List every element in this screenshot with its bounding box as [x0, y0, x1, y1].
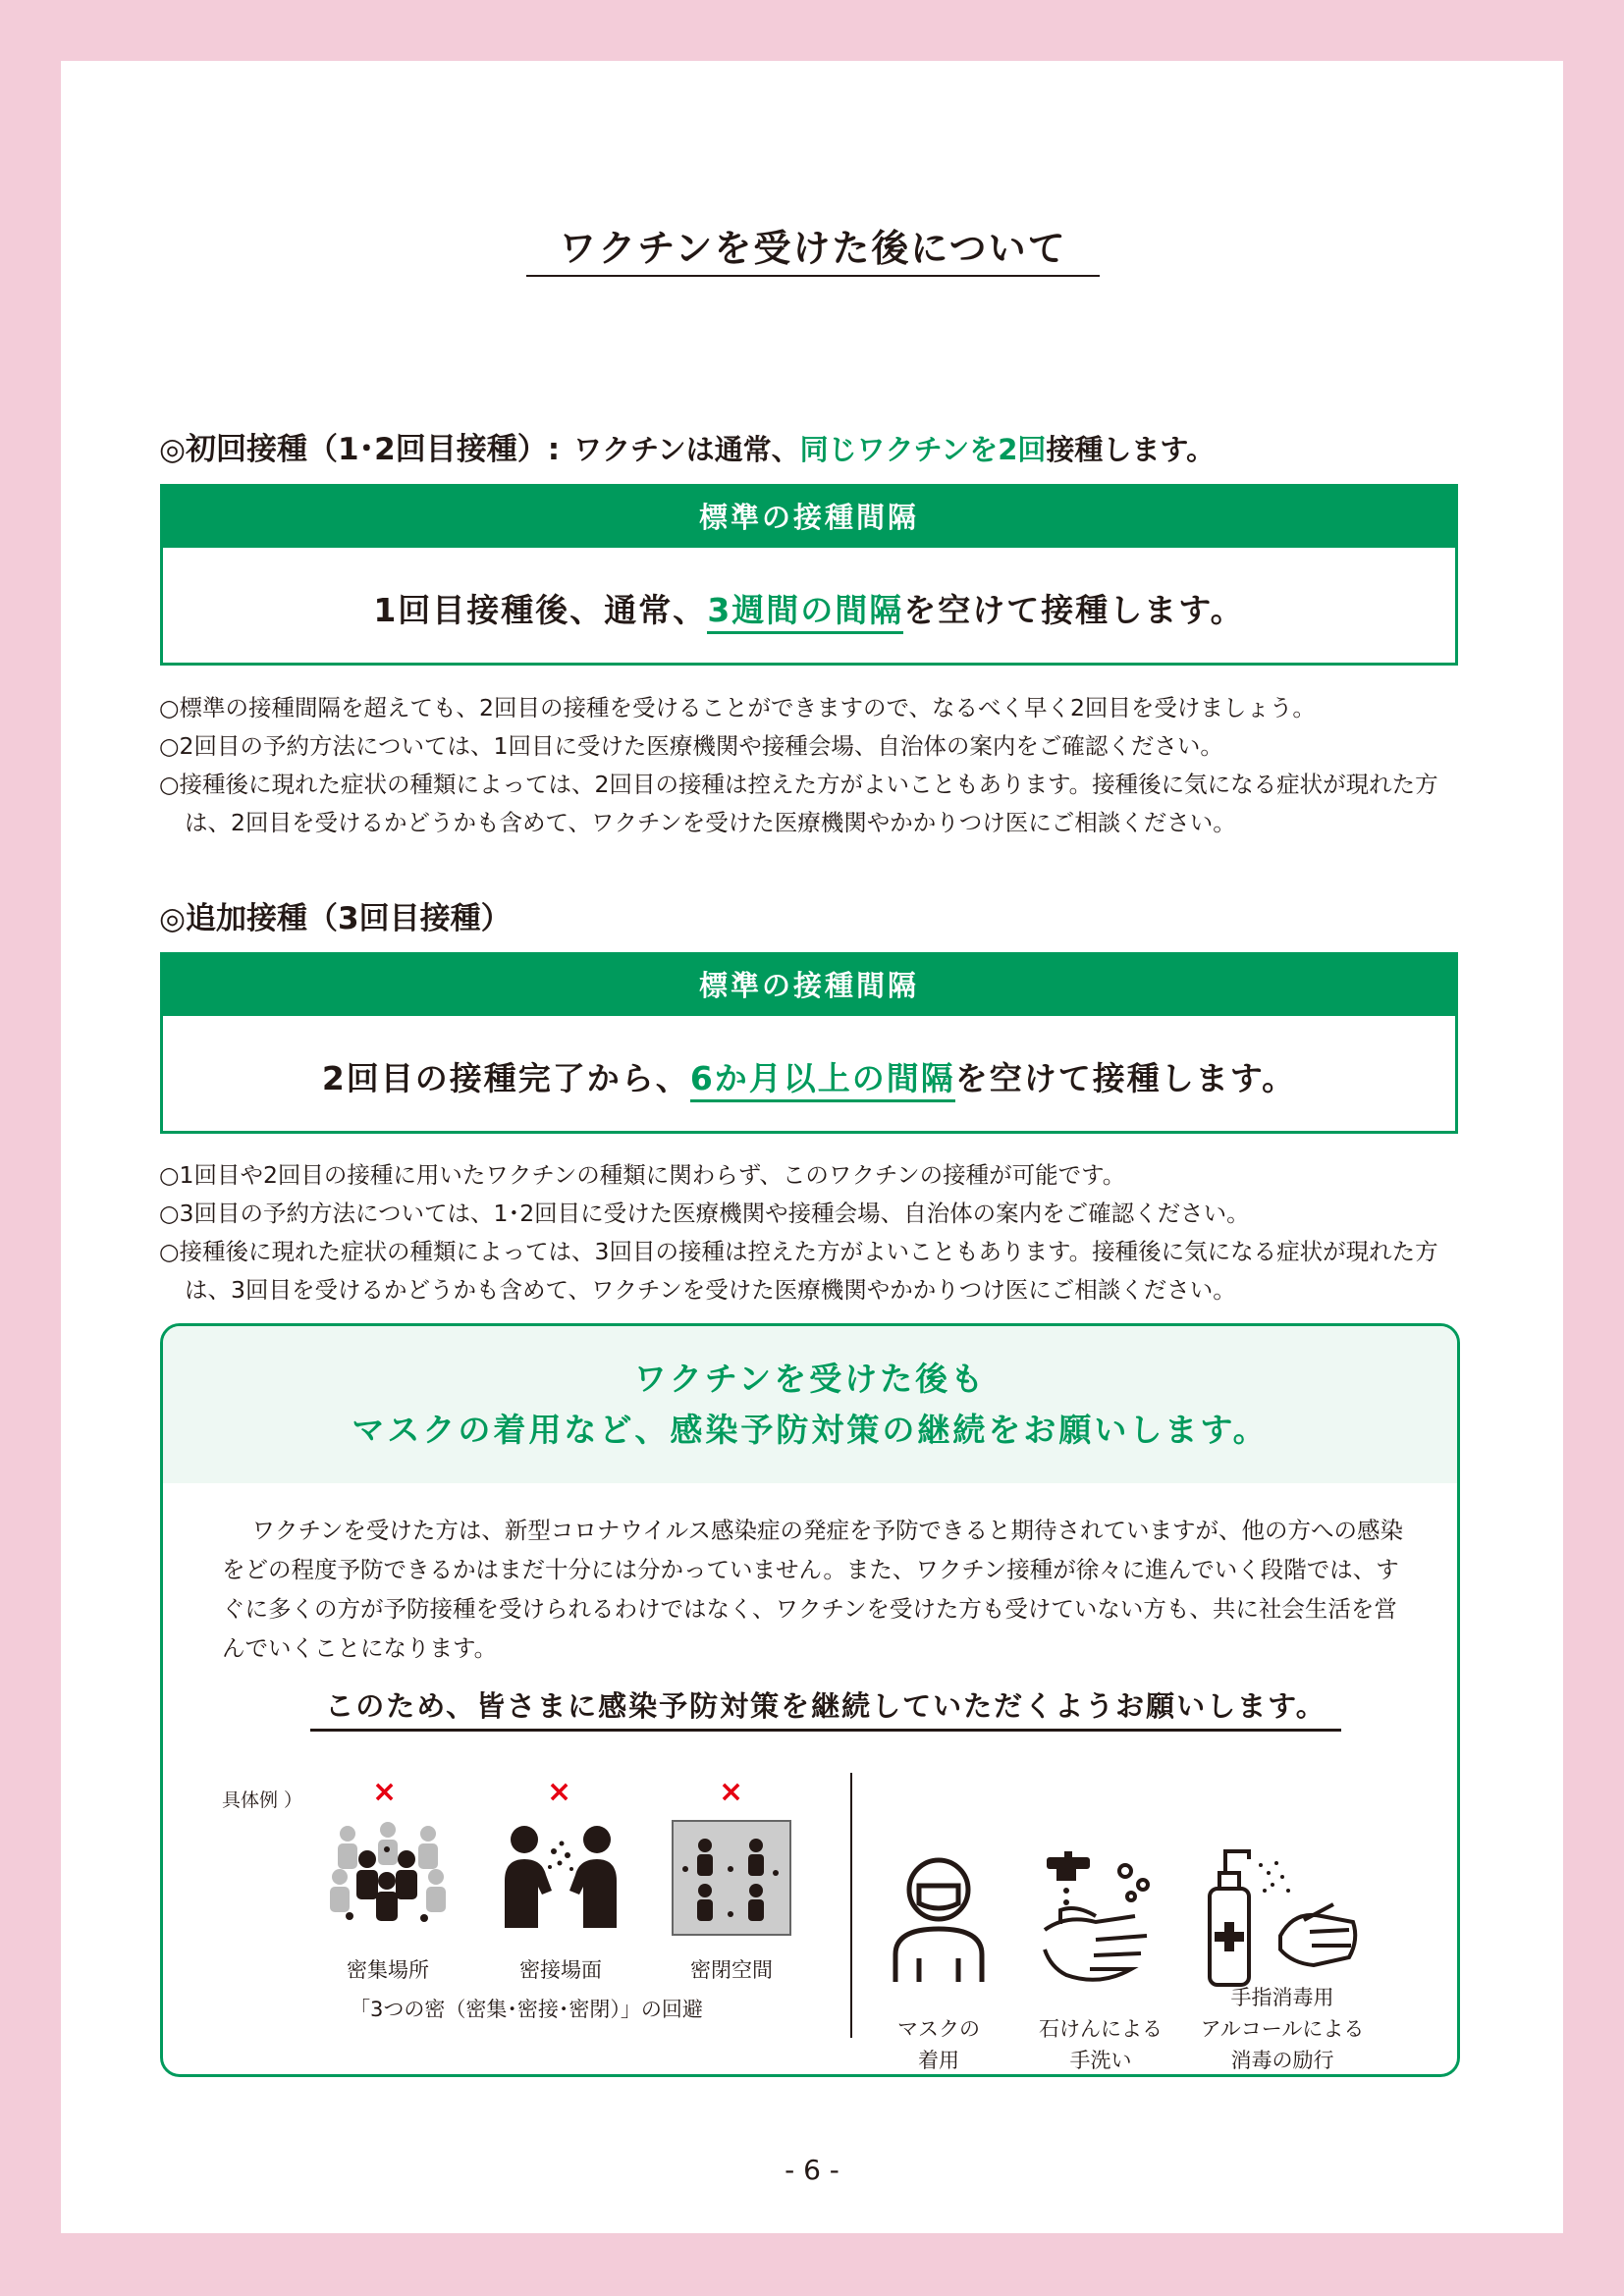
- section1-heading-text: ◎初回接種（1･2回目接種）:: [159, 432, 561, 467]
- do-label-sanitizer: 手指消毒用 アルコールによる 消毒の励行: [1200, 1986, 1365, 2072]
- section1-box-body: 1回目接種後、通常、3週間の間隔を空けて接種します。: [163, 548, 1455, 631]
- note: ○接種後に現れた症状の種類によっては、2回目の接種は控えた方がよいこともあります。接種後に気になる症状が現れた方は、2回目を受けるかどうかも含めて、ワクチンを受けた医療機関やかかりつけ医にご相談ください。: [159, 771, 1438, 836]
- panel-divider: [850, 1773, 852, 2038]
- example-label: 具体例 ）: [222, 1789, 303, 1811]
- section2-interval-box: [160, 952, 1458, 1134]
- section2-heading: ◎追加接種（3回目接種）: [159, 901, 512, 936]
- note: ○接種後に現れた症状の種類によっては、3回目の接種は控えた方がよいこともあります。接種後に気になる症状が現れた方は、3回目を受けるかどうかも含めて、ワクチンを受けた医療機関やかかりつけ医にご相談ください。: [159, 1238, 1438, 1304]
- prevention-panel: [160, 1323, 1460, 2077]
- panel-header: [163, 1326, 1457, 1483]
- do-label-handwash: 石けんによる 手洗い: [1039, 2017, 1163, 2072]
- panel-body: [222, 1511, 1420, 1668]
- section1-heading: [159, 424, 1215, 468]
- avoid-caption: 「3つの密（密集･密接･密閉）」の回避: [350, 1998, 703, 2021]
- panel-header-line2: マスクの着用など、感染予防対策の継続をお願いします。: [352, 1411, 1269, 1449]
- note: ○3回目の予約方法については、1･2回目に受けた医療機関や接種会場、自治体の案内をご確認ください。: [159, 1200, 1250, 1227]
- note: ○標準の接種間隔を超えても、2回目の接種を受けることができますので、なるべく早く2回目を受けましょう。: [159, 694, 1316, 721]
- closed-space-icon: [672, 1820, 791, 1936]
- section2-notes: [159, 1156, 1475, 1309]
- page-title: ワクチンを受けた後について: [559, 227, 1067, 270]
- avoid-label-closed: 密閉空間: [690, 1958, 773, 1982]
- section2-box-header: 標準の接種間隔: [163, 955, 1455, 1016]
- avoid-label-contact: 密接場面: [519, 1958, 602, 1982]
- x-mark-icon: ×: [547, 1775, 572, 1809]
- section1-notes: [159, 689, 1475, 842]
- mask-icon: [890, 1856, 988, 1984]
- request-underline: [310, 1729, 1341, 1732]
- close-contact-icon: [503, 1822, 619, 1928]
- page-number: - 6 -: [785, 2154, 839, 2186]
- crowd-icon: [328, 1820, 448, 1928]
- section1-box-header: 標準の接種間隔: [163, 487, 1455, 548]
- note: ○1回目や2回目の接種に用いたワクチンの種類に関わらず、このワクチンの接種が可能です。: [159, 1161, 1126, 1189]
- x-mark-icon: ×: [372, 1775, 398, 1809]
- title-underline: [526, 275, 1100, 277]
- panel-body-text: ワクチンを受けた方は、新型コロナウイルス感染症の発症を予防できると期待されていますが、他の方への感染をどの程度予防できるかはまだ十分には分かっていません。また、ワクチン接種が徐々に進んでいく段階では、すぐに多くの方が予防接種を受けられるわけではなく、ワクチンを受けた方も受けていない方も、共に社会生活を営んでいくことになります。: [222, 1517, 1403, 1662]
- section1-interval-box: [160, 484, 1458, 666]
- page: [61, 61, 1563, 2233]
- panel-header-line1: ワクチンを受けた後も: [633, 1360, 987, 1398]
- sanitizer-icon: [1206, 1842, 1363, 1989]
- handwash-icon: [1037, 1851, 1164, 1989]
- note: ○2回目の予約方法については、1回目に受けた医療機関や接種会場、自治体の案内をご確認ください。: [159, 732, 1223, 760]
- request-text: このため、皆さまに感染予防対策を継続していただくようお願いします。: [325, 1689, 1326, 1723]
- section2-box-body: 2回目の接種完了から、6か月以上の間隔を空けて接種します。: [163, 1016, 1455, 1099]
- avoid-label-crowd: 密集場所: [347, 1958, 429, 1982]
- x-mark-icon: ×: [719, 1775, 744, 1809]
- do-label-mask: マスクの 着用: [897, 2017, 980, 2072]
- section1-lead: ワクチンは通常、同じワクチンを2回接種します。: [573, 433, 1216, 466]
